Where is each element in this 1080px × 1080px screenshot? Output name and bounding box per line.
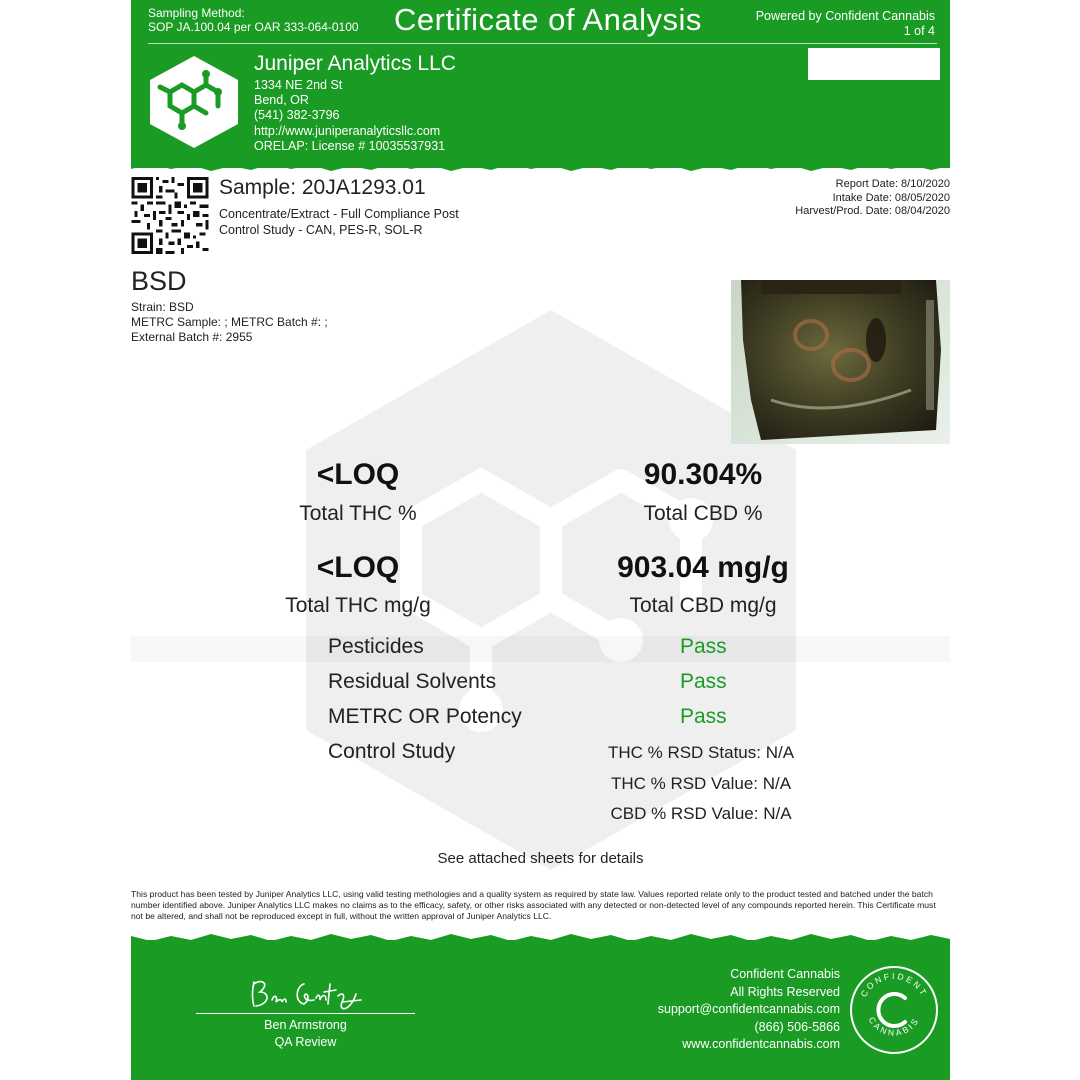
seal-bottom-text: CANNABIS	[866, 1015, 922, 1038]
header-band	[131, 0, 950, 168]
total-thc-pct-value: <LOQ	[316, 458, 400, 491]
total-cbd-pct-label: Total CBD %	[643, 502, 763, 525]
header-divider	[148, 43, 937, 44]
lab-license: ORELAP: License # 10035537931	[254, 138, 446, 153]
lab-phone: (541) 382-3796	[254, 108, 340, 123]
cc-rights: All Rights Reserved	[730, 984, 840, 999]
seal-top-text: CONFIDENT	[858, 970, 930, 999]
product-external-batch: External Batch #: 2955	[131, 330, 253, 344]
signature-image	[246, 972, 366, 1018]
total-thc-mg-label: Total THC mg/g	[285, 594, 431, 617]
powered-by-text: Powered by Confident Cannabis	[755, 9, 935, 23]
thc-rsd-value: THC % RSD Value: N/A	[610, 774, 792, 793]
test-row-result: Pass	[680, 670, 727, 693]
test-row-label: Control Study	[328, 740, 456, 763]
lab-contact	[254, 78, 445, 154]
qr-code-icon[interactable]	[131, 177, 209, 254]
blank-box	[808, 48, 940, 80]
product-metrc: METRC Sample: ; METRC Batch #: ;	[131, 315, 328, 329]
test-row-label: METRC OR Potency	[328, 705, 522, 728]
intake-date: Intake Date: 08/05/2020	[832, 191, 950, 204]
header-torn-edge	[131, 158, 950, 174]
product-strain: Strain: BSD	[131, 300, 194, 314]
sampling-method-label: Sampling Method:	[148, 6, 245, 20]
juniper-molecule-logo-icon	[148, 54, 240, 149]
total-thc-pct-label: Total THC %	[299, 502, 417, 525]
signer-role: QA Review	[274, 1035, 337, 1049]
sampling-method-value: SOP JA.100.04 per OAR 333-064-0100	[148, 20, 359, 34]
powered-by	[756, 9, 935, 39]
product-photo	[731, 280, 950, 444]
report-date: Report Date: 8/10/2020	[835, 178, 950, 190]
confident-cannabis-contact	[658, 966, 840, 1054]
total-cbd-mg-label: Total CBD mg/g	[629, 594, 777, 617]
sample-id: Sample: 20JA1293.01	[219, 176, 426, 199]
cc-name: Confident Cannabis	[730, 967, 840, 981]
product-name: BSD	[131, 266, 187, 296]
lab-city: Bend, OR	[254, 93, 309, 108]
harvest-date: Harvest/Prod. Date: 08/04/2020	[795, 205, 950, 217]
cbd-rsd-value: CBD % RSD Value: N/A	[610, 804, 792, 823]
disclaimer: This product has been tested by Juniper Analytics LLC, using valid testing methologies and a quality system as required by state law. Values reported relate only to the product tested and batched under the batch number identified above. Juniper Analytics LLC makes no claims as to the efficacy, safety, or other risks associated with any detected or non-detected level of any compounds reported herein. This Certificate must not be altered, and shall not be reproduced except in full, without the written approval of Juniper Analytics LLC.	[131, 889, 936, 921]
thc-rsd-status: THC % RSD Status: N/A	[607, 743, 795, 762]
total-cbd-pct-value: 90.304%	[643, 458, 763, 491]
cc-website-link[interactable]: www.confidentcannabis.com	[682, 1037, 840, 1051]
signer-block	[196, 1017, 415, 1051]
lab-website-link[interactable]: http://www.juniperanalyticsllc.com	[254, 123, 441, 138]
total-thc-mg-value: <LOQ	[316, 551, 400, 584]
cc-phone: (866) 506-5866	[754, 1019, 840, 1034]
see-attached-note: See attached sheets for details	[437, 850, 644, 867]
sampling-method	[148, 6, 359, 34]
watermark-band	[131, 636, 950, 662]
lab-address: 1334 NE 2nd St	[254, 78, 343, 92]
total-cbd-mg-value: 903.04 mg/g	[617, 551, 789, 584]
lab-name: Juniper Analytics LLC	[254, 52, 456, 75]
test-row-label: Residual Solvents	[328, 670, 497, 693]
certificate-title: Certificate of Analysis	[394, 2, 702, 37]
test-row-result: Pass	[680, 705, 727, 728]
cc-email-link[interactable]: support@confidentcannabis.com	[657, 1002, 840, 1016]
sample-description: Concentrate/Extract - Full Compliance Post Control Study - CAN, PES-R, SOL-R	[219, 207, 459, 237]
footer-torn-edge	[131, 933, 950, 947]
confident-cannabis-seal-icon	[849, 965, 939, 1055]
test-row-label: Pesticides	[328, 635, 424, 658]
test-row-result: Pass	[680, 635, 727, 658]
page-counter: 1 of 4	[903, 24, 935, 38]
product-details	[131, 300, 328, 345]
signature-line	[196, 1013, 415, 1014]
coa-page	[131, 0, 950, 1080]
report-dates	[795, 178, 950, 219]
signer-name: Ben Armstrong	[264, 1018, 347, 1032]
